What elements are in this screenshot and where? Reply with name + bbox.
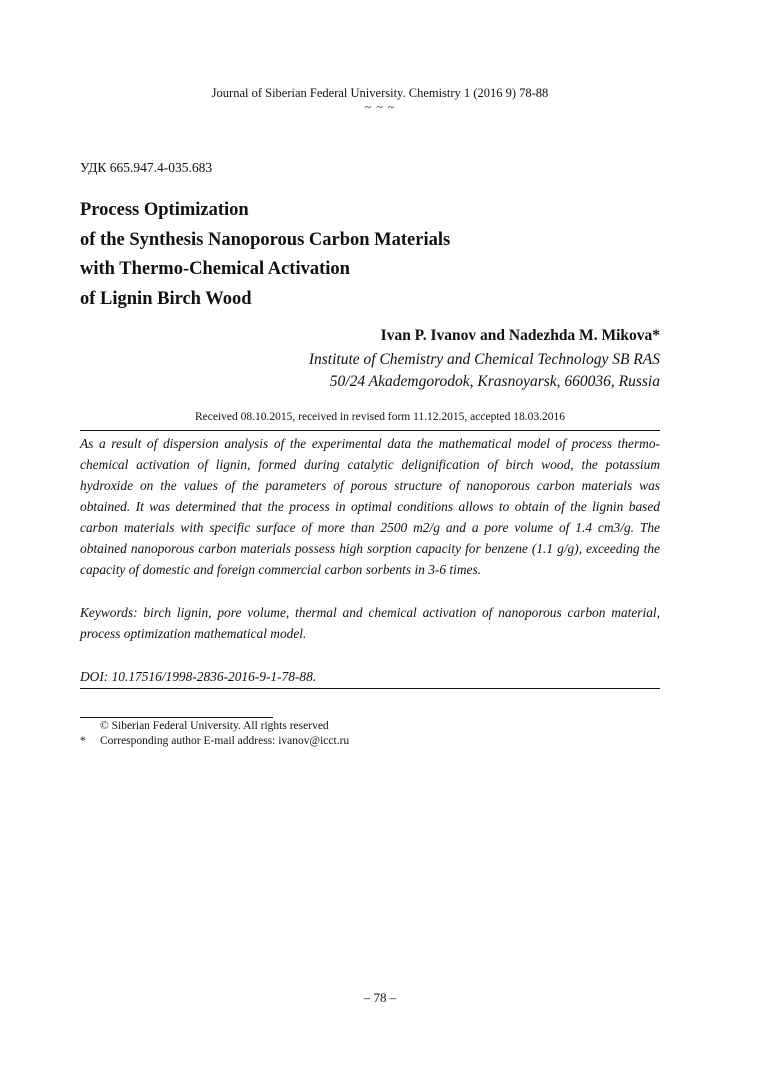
page-number: – 78 – [363,990,397,1005]
footnote-text: © Siberian Federal University. All rights reserved [100,720,329,732]
affiliation-line: Institute of Chemistry and Chemical Technology SB RAS [308,351,660,368]
footnote-text: Corresponding author E-mail address: ivanov@icct.ru [100,735,350,747]
footnote-corresponding [80,734,660,749]
article-title [80,196,680,314]
abstract: As a result of dispersion analysis of the experimental data the mathematical model of process thermo-chemical activation of lignin, formed during catalytic delignification of birch wood, the potassium hydroxide on the values of the parameters of porous structure of nanoporous carbon materials was obtained. It was determined that the process in optimal conditions allows to obtain of the lignin based carbon materials with specific surface of more than 2500 m2/g and a pore volume of 1.4 cm3/g. The obtained nanoporous carbon materials possess high sorption capacity for benzene (1.1 g/g), exceeding the capacity of domestic and foreign commercial carbon sorbents in 3-6 times. [80,436,660,577]
footnotes [80,719,660,749]
footnote-mark [80,719,100,734]
title-line: of Lignin Birch Wood [80,288,252,309]
authors: Ivan P. Ivanov and Nadezhda M. Mikova* [380,327,660,344]
footnote-rule [80,717,273,718]
received-dates: Received 08.10.2015, received in revised form 11.12.2015, accepted 18.03.2016 [194,411,566,423]
header-separator: ~ ~ ~ [364,100,396,114]
footnote-mark: * [80,735,86,747]
abstract-bottom-rule [80,688,660,689]
affiliation-line: 50/24 Akademgorodok, Krasnoyarsk, 660036, Russia [329,373,660,390]
doi: DOI: 10.17516/1998-2836-2016-9-1-78-88. [80,669,317,684]
affiliation [309,349,660,393]
title-line: Process Optimization [80,200,249,220]
title-line: with Thermo-Chemical Activation [80,259,350,279]
keywords: Keywords: birch lignin, pore volume, thermal and chemical activation of nanoporous carbon material, process optimization mathematical model. [80,605,660,641]
title-line: of the Synthesis Nanoporous Carbon Materials [80,229,451,250]
footnote-copyright [80,719,660,734]
journal-header: Journal of Siberian Federal University. Chemistry 1 (2016 9) 78-88 [211,86,549,100]
udc-code: УДК 665.947.4-035.683 [80,160,213,175]
abstract-top-rule [80,430,660,431]
